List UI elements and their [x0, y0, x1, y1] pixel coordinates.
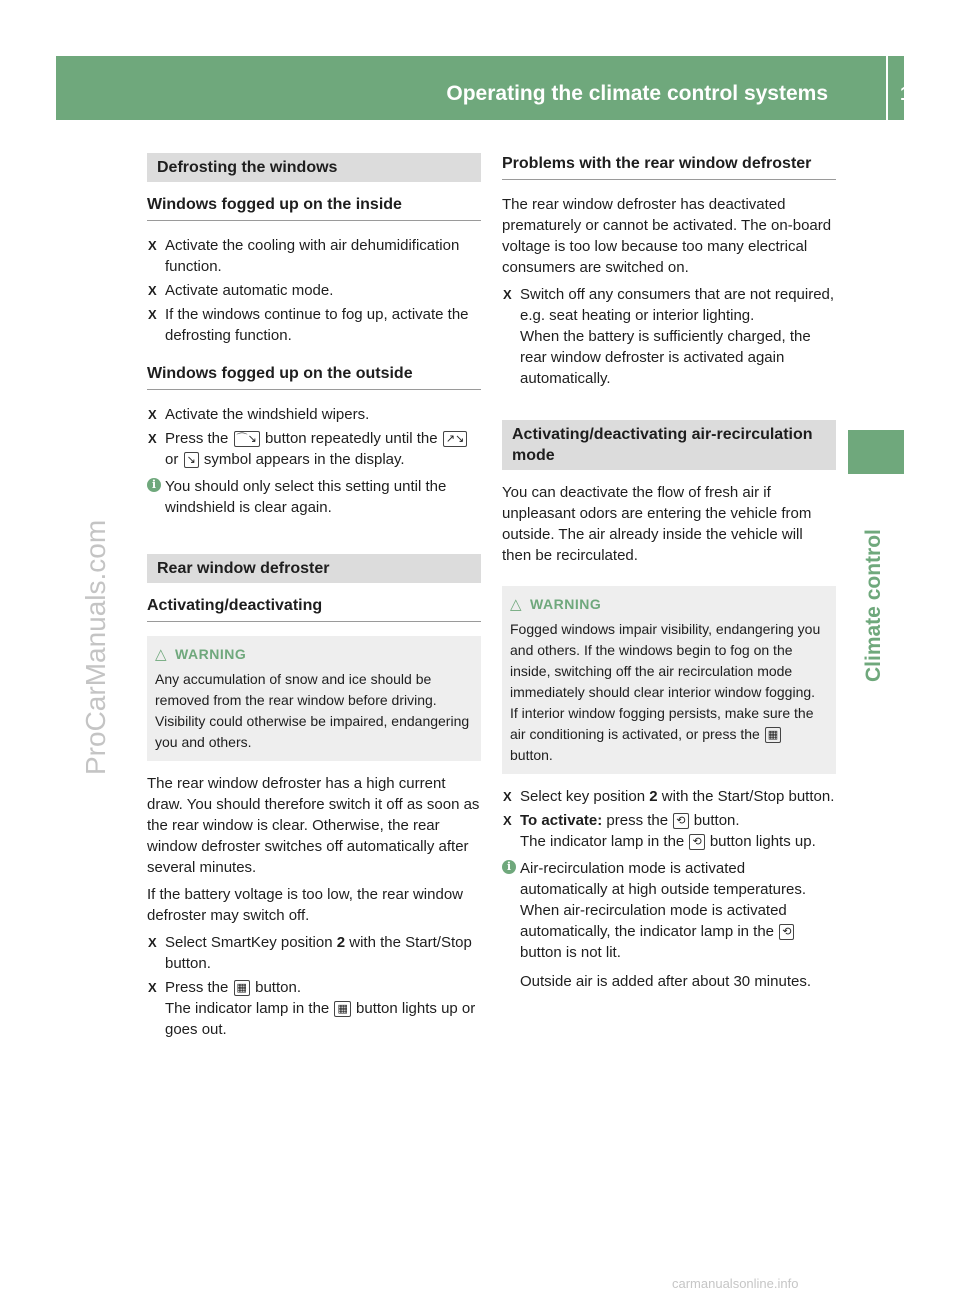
- step-arrow-icon: X: [148, 283, 157, 298]
- warning-text: Any accumulation of snow and ice should be removed from the rear window before driving. Visibility could otherwise be impaired, endangering you and others.: [155, 671, 470, 750]
- watermark-text: ProCarManuals.com: [80, 520, 111, 776]
- step-item: X Activate the cooling with air dehumidification function.: [148, 237, 460, 275]
- step-item: X Press the ▦ button. The indicator lamp in the ▦ button lights up or goes out.: [148, 979, 476, 1038]
- subsection-title-problems: Problems with the rear window defroster: [502, 153, 836, 180]
- section-title-recirculation: Activating/deactivating air-recirculation mode: [502, 420, 836, 470]
- step-arrow-icon: X: [148, 307, 157, 322]
- step-arrow-icon: X: [503, 789, 512, 804]
- step-item: X Activate automatic mode.: [148, 282, 334, 299]
- paragraph: If the battery voltage is too low, the rear window defroster may switch off.: [147, 886, 464, 924]
- info-note: i You should only select this setting until the windshield is clear again.: [147, 476, 481, 518]
- step-arrow-icon: X: [148, 935, 157, 950]
- step-arrow-icon: X: [503, 813, 512, 828]
- step-arrow-icon: X: [148, 407, 157, 422]
- max-defrost-icon: ▦: [765, 727, 781, 743]
- step-arrow-icon: X: [148, 980, 157, 995]
- warning-text: Fogged windows impair visibility, endangering you and others. If the windows begin to fog on the inside, switching off the air recirculation mode immediately should clear interior window fogging. If interior window fogging persists, make sure the air conditioning is activated, or press the ▦ button.: [510, 621, 821, 763]
- paragraph: Outside air is added after about 30 minutes.: [520, 973, 812, 990]
- paragraph: You can deactivate the flow of fresh air if unpleasant odors are entering the vehicle from outside. The air already inside the vehicle will then be recirculated.: [502, 484, 812, 564]
- page-number: 107: [900, 84, 932, 105]
- warning-box: △ WARNING Fogged windows impair visibility, endangering you and others. If the windows begin to fog on the inside, switching off the air recirculation mode immediately should clear interior window fogging. If interior window fogging persists, make sure the air conditioning is activated, or press the ▦ button.: [502, 586, 836, 774]
- section-title-defrosting: Defrosting the windows: [147, 153, 481, 182]
- chapter-header: [56, 56, 932, 120]
- info-icon: i: [502, 860, 516, 874]
- recirculation-icon: ⟲: [689, 834, 704, 850]
- step-arrow-icon: X: [148, 238, 157, 253]
- warning-triangle-icon: △: [510, 596, 523, 613]
- section-title-rear-defroster: Rear window defroster: [147, 554, 481, 583]
- footwell-windshield-icon: ↗↘: [443, 431, 467, 447]
- side-chapter-label: Climate control: [862, 529, 885, 682]
- recirculation-icon: ⟲: [779, 924, 794, 940]
- rear-defrost-icon: ▦: [234, 980, 250, 996]
- subsection-title-activating: Activating/deactivating: [147, 595, 481, 622]
- windshield-air-icon: ⌒↘: [234, 431, 260, 447]
- header-divider: [886, 56, 888, 120]
- step-item: X Activate the windshield wipers.: [148, 406, 370, 423]
- paragraph: The rear window defroster has a high current draw. You should therefore switch it off as soon as the rear window is clear. Otherwise, the rear window defroster switches off automatically after several minutes.: [147, 775, 480, 876]
- right-column: [502, 153, 836, 998]
- step-item: X Select key position 2 with the Start/Stop button.: [503, 788, 835, 805]
- step-arrow-icon: X: [148, 431, 157, 446]
- side-tab-marker: [848, 430, 904, 474]
- rear-defrost-icon: ▦: [334, 1001, 350, 1017]
- recirculation-icon: ⟲: [673, 813, 688, 829]
- warning-triangle-icon: △: [155, 646, 168, 663]
- footwell-icon: ↘: [184, 452, 199, 468]
- footer-watermark: carmanualsonline.info: [672, 1276, 799, 1291]
- left-column: [147, 153, 481, 1043]
- step-item: X Press the ⌒↘ button repeatedly until the ↗↘ or ↘ symbol appears in the display.: [147, 428, 481, 470]
- step-arrow-icon: X: [503, 287, 512, 302]
- step-item: X Select SmartKey position 2 with the Start/Stop button.: [148, 934, 472, 972]
- chapter-title: Operating the climate control systems: [446, 82, 828, 105]
- paragraph: The rear window defroster has deactivated prematurely or cannot be activated. The on-board voltage is too low because too many electrical consumers are switched on.: [502, 196, 832, 276]
- step-item: X To activate: press the ⟲ button. The indicator lamp in the ⟲ button lights up.: [503, 812, 816, 850]
- info-icon: i: [147, 478, 161, 492]
- warning-box: △ WARNING Any accumulation of snow and ice should be removed from the rear window before driving. Visibility could otherwise be impaired, endangering you and others.: [147, 636, 481, 761]
- subsection-title-inside: Windows fogged up on the inside: [147, 194, 481, 221]
- subsection-title-outside: Windows fogged up on the outside: [147, 363, 481, 390]
- info-note: i Air-recirculation mode is activated automatically at high outside temperatures. When air-recirculation mode is activated automatically, the indicator lamp in the ⟲ button is not lit.: [502, 858, 836, 963]
- step-item: X Switch off any consumers that are not required, e.g. seat heating or interior lighting. When the battery is sufficiently charged, the rear window defroster is activated again automatically.: [503, 286, 835, 387]
- step-item: X If the windows continue to fog up, activate the defrosting function.: [148, 306, 469, 344]
